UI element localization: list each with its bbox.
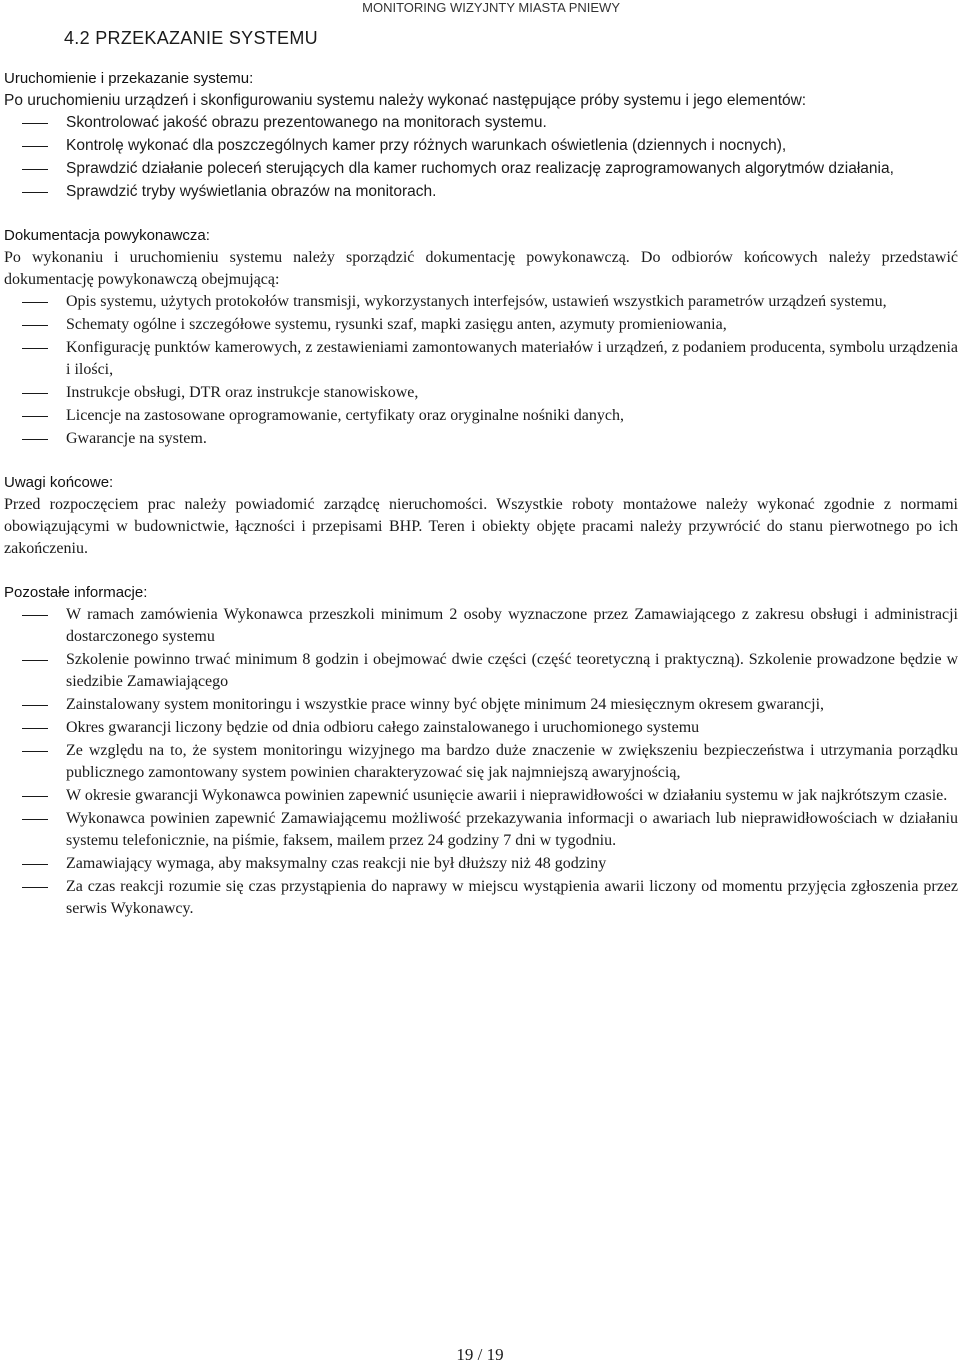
dash-bullet-icon [22, 796, 48, 797]
dash-bullet-icon [22, 325, 48, 326]
section-other-information [4, 582, 958, 920]
dash-bullet-icon [22, 660, 48, 661]
list-item: Ze względu na to, że system monitoringu wizyjnego ma bardzo duże znaczenie w zwiększeniu bezpieczeństwa i utrzymania porządku publicznego zamontowany system powinien charakteryzować się jak najmniejszą awaryjnością, [4, 740, 958, 784]
dash-bullet-icon [22, 751, 48, 752]
list-item: Schematy ogólne i szczegółowe systemu, rysunki szaf, mapki zasięgu anten, azymuty promieniowania, [4, 314, 958, 336]
dash-bullet-icon [22, 192, 48, 193]
document-body [4, 68, 958, 942]
dash-bullet-icon [22, 819, 48, 820]
list-item: Gwarancje na system. [4, 428, 958, 450]
section-heading: Pozostałe informacje: [4, 584, 148, 601]
section-startup-handover [4, 68, 958, 203]
list-item: Szkolenie powinno trwać minimum 8 godzin i obejmować dwie części (część teoretyczną i praktyczną). Szkolenie prowadzone będzie w siedzibie Zamawiającego [4, 649, 958, 693]
section-intro: Po wykonaniu i uruchomieniu systemu należy sporządzić dokumentację powykonawczą. Do odbiorów końcowych należy przedstawić dokumentację powykonawczą obejmującą: [4, 249, 958, 288]
dash-bullet-icon [22, 348, 48, 349]
list-item: Okres gwarancji liczony będzie od dnia odbioru całego zainstalowanego i uruchomionego systemu [4, 717, 958, 739]
list-item: Wykonawca powinien zapewnić Zamawiającemu możliwość przekazywania informacji o awariach lub nieprawidłowościach w działaniu systemu telefonicznie, na piśmie, faksem, mailem przez 24 godziny 7 dni w tygodniu. [4, 808, 958, 852]
dash-bullet-icon [22, 169, 48, 170]
list-item: Sprawdzić działanie poleceń sterujących dla kamer ruchomych oraz realizację zaprogramowanych algorytmów działania, [4, 158, 958, 180]
list-item: Skontrolować jakość obrazu prezentowanego na monitorach systemu. [4, 112, 958, 134]
dash-list [4, 604, 958, 920]
section-title: 4.2 PRZEKAZANIE SYSTEMU [64, 28, 318, 48]
list-item: W okresie gwarancji Wykonawca powinien zapewnić usunięcie awarii i nieprawidłowości w działaniu systemu w jak najkrótszym czasie. [4, 785, 958, 807]
document-project-title: MONITORING WIZYJNTY MIASTA PNIEWY [362, 0, 620, 15]
section-as-built-documentation [4, 225, 958, 450]
list-item: Zamawiający wymaga, aby maksymalny czas reakcji nie był dłuższy niż 48 godziny [4, 853, 958, 875]
dash-list [4, 291, 958, 450]
section-final-remarks [4, 472, 958, 560]
dash-bullet-icon [22, 393, 48, 394]
section-heading: Dokumentacja powykonawcza: [4, 227, 210, 244]
list-item: Licencje na zastosowane oprogramowanie, certyfikaty oraz oryginalne nośniki danych, [4, 405, 958, 427]
page-header [0, 0, 960, 60]
list-item: W ramach zamówienia Wykonawca przeszkoli minimum 2 osoby wyznaczone przez Zamawiającego z zakresu obsługi i administracji dostarczonego systemu [4, 604, 958, 648]
dash-bullet-icon [22, 705, 48, 706]
list-item: Kontrolę wykonać dla poszczególnych kamer przy różnych warunkach oświetlenia (dziennych i nocnych), [4, 135, 958, 157]
section-intro: Po uruchomieniu urządzeń i skonfigurowaniu systemu należy wykonać następujące próby systemu i jego elementów: [4, 92, 807, 109]
dash-list [4, 112, 958, 203]
section-heading: Uruchomienie i przekazanie systemu: [4, 70, 254, 87]
list-item: Zainstalowany system monitoringu i wszystkie prace winny być objęte minimum 24 miesięcznym okresem gwarancji, [4, 694, 958, 716]
dash-bullet-icon [22, 123, 48, 124]
list-item: Sprawdzić tryby wyświetlania obrazów na monitorach. [4, 181, 958, 203]
dash-bullet-icon [22, 864, 48, 865]
dash-bullet-icon [22, 615, 48, 616]
dash-bullet-icon [22, 728, 48, 729]
list-item: Za czas reakcji rozumie się czas przystąpienia do naprawy w miejscu wystąpienia awarii liczony od momentu przyjęcia zgłoszenia przez serwis Wykonawcy. [4, 876, 958, 920]
section-heading: Uwagi końcowe: [4, 474, 114, 491]
dash-bullet-icon [22, 439, 48, 440]
list-item: Opis systemu, użytych protokołów transmisji, wykorzystanych interfejsów, ustawień wszystkich parametrów urządzeń systemu, [4, 291, 958, 313]
list-item: Instrukcje obsługi, DTR oraz instrukcje stanowiskowe, [4, 382, 958, 404]
dash-bullet-icon [22, 416, 48, 417]
page-number: 19 / 19 [456, 1345, 504, 1364]
list-item: Konfigurację punktów kamerowych, z zestawieniami zamontowanych materiałów i urządzeń, z podaniem producenta, symbolu urządzenia i ilości, [4, 337, 958, 381]
section-intro: Przed rozpoczęciem prac należy powiadomić zarządcę nieruchomości. Wszystkie roboty montażowe należy wykonać zgodnie z normami obowiązującymi w budownictwie, łączności i przepisami BHP. Teren i obiekty objęte pracami należy przywrócić do stanu pierwotnego po ich zakończeniu. [4, 496, 958, 557]
dash-bullet-icon [22, 887, 48, 888]
dash-bullet-icon [22, 302, 48, 303]
dash-bullet-icon [22, 146, 48, 147]
